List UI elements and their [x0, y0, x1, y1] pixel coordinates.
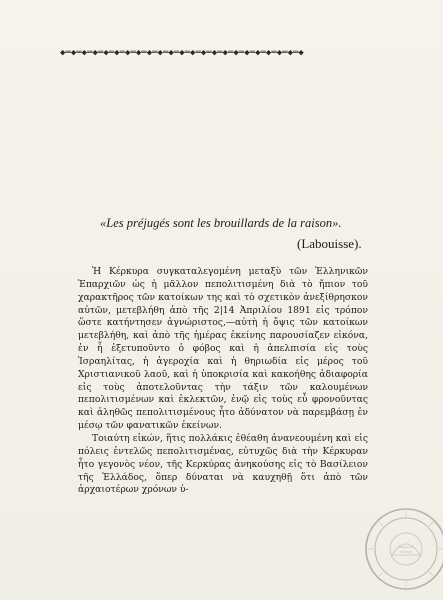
library-stamp-icon	[362, 505, 443, 593]
paragraph-2: Τοιαύτη εἰκών, ἥτις πολλάκις ἐθέαθη ἀνανεουμένη καὶ εἰς πόλεις ἐντελῶς πεπολιτισμένας, εὐτυχῶς διὰ τὴν Κέρκυραν ἦτο γεγονὸς νέον, τῆς Κερκύρας ἀνηκούσης εἰς τὸ Βασίλειον τῆς Ἑλλάδος, ὅπερ δύναται νὰ καυχηθῇ ὅτι ἀπὸ τῶν ἀρχαιοτέρων χρόνων ὑ-	[78, 432, 368, 496]
decorative-border: ◆═◆═◆═◆═◆═◆═◆═◆═◆═◆═◆═◆═◆═◆═◆═◆═◆═◆═◆═◆═◆═◆═◆	[60, 48, 304, 58]
epigraph-quote: «Les préjugés sont les brouillards de la raison».	[100, 216, 342, 230]
body-text	[78, 266, 368, 497]
paragraph-1: Ἡ Κέρκυρα συγκαταλεγομένη μεταξὺ τῶν Ἑλληνικῶν Ἐπαρχιῶν ὡς ἡ μᾶλλον πεπολιτισμένη διὰ τὸ ἤπιον τοῦ χαρακτῆρος τῶν κατοίκων της καὶ τὸ σχετικὸν ἀνεξίθρησκον αὐτῶν, μετεβλήθη ἀπὸ τῆς 2|14 Ἀπριλίου 1891 εἰς τρόπον ὥστε κατήντησεν ἀγνώριστος,—αὐτὴ ἡ ὄψις τῶν κατοίκων μετεβλήθη, καὶ ἀπὸ τῆς ἡμέρας ἐκείνης παρουσίαζεν εἰκόνα, ἐν ἧ ἐξετυποῦντο ὁ φόβος καὶ ἡ ἀπελπισία εἰς τοὺς Ἰσραηλίτας, ἡ ἀγεροχία καὶ ἡ θηριωδία εἰς μέρος τοῦ Χριστιανικοῦ λαοῦ, καὶ ἡ ὑποκρισία καὶ κακοήθης ἀδιαφορία εἰς τοὺς ἀποτελοῦντας τὴν τάξιν τῶν καλουμένων πεπολιτισμένων καὶ ἐκλεκτῶν, ἐνῷ εἰς τοὺς εὖ φρονοῦντας καὶ ἀληθῶς πεπολιτισμένους ἦτο ἀδύνατον νὰ παρεμβάσῃ ἐν μέσῳ τῶν φανατικῶν ἐκείνων.	[78, 266, 368, 432]
epigraph-attribution: (Labouisse).	[297, 236, 362, 251]
